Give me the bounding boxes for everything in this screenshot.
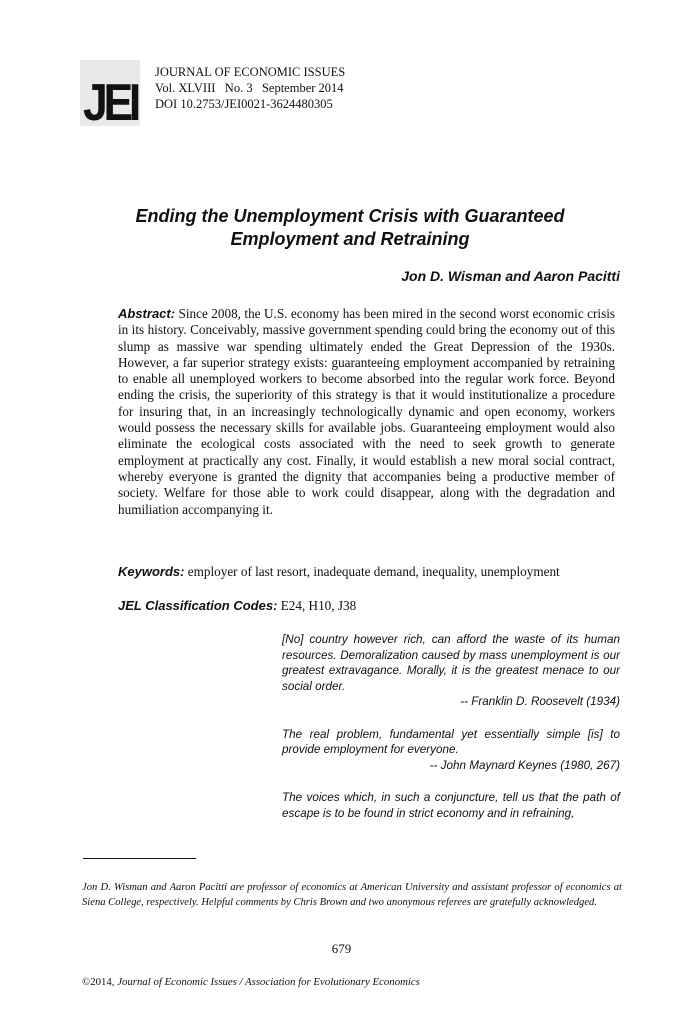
copyright-line bbox=[82, 976, 420, 988]
epigraph-text: The real problem, fundamental yet essentially simple [is] to provide employment for everyone. bbox=[282, 727, 620, 756]
author-footnote: Jon D. Wisman and Aaron Pacitti are professor of economics at American University and assistant professor of economics at Siena College, respectively. Helpful comments by Chris Brown and two anonymous referees are gratefully acknowledged. bbox=[82, 882, 622, 908]
title-line-1: Ending the Unemployment Crisis with Guaranteed bbox=[135, 206, 565, 226]
doi: DOI 10.2753/JEI0021-3624480305 bbox=[155, 97, 333, 111]
epigraph-text: The voices which, in such a conjuncture, tell us that the path of escape is to be found in strict economy and in refraining, bbox=[282, 791, 620, 820]
epigraph-attribution: -- Franklin D. Roosevelt (1934) bbox=[460, 695, 620, 708]
jel-codes bbox=[118, 598, 618, 614]
jei-logo bbox=[80, 60, 140, 126]
journal-name: JOURNAL OF ECONOMIC ISSUES bbox=[155, 65, 346, 79]
keywords bbox=[118, 564, 618, 580]
keywords-label: Keywords: bbox=[118, 564, 185, 579]
jel-text: E24, H10, J38 bbox=[277, 598, 357, 613]
svg-text:JEI: JEI bbox=[83, 74, 139, 126]
page-number: 679 bbox=[331, 941, 352, 956]
jel-label: JEL Classification Codes: bbox=[118, 598, 278, 613]
title-line-2: Employment and Retraining bbox=[230, 229, 470, 249]
epigraph bbox=[282, 632, 620, 710]
copyright-text: Journal of Economic Issues / Association for Evolutionary Economics bbox=[117, 976, 420, 988]
epigraph bbox=[282, 727, 620, 774]
article-authors: Jon D. Wisman and Aaron Pacitti bbox=[401, 268, 620, 284]
abstract-label: Abstract: bbox=[118, 306, 176, 321]
article-title bbox=[100, 205, 600, 251]
epigraph-attribution: -- John Maynard Keynes (1980, 267) bbox=[429, 758, 620, 772]
keywords-text: employer of last resort, inadequate demand, inequality, unemployment bbox=[184, 564, 560, 579]
volume-info: Vol. XLVIII No. 3 September 2014 bbox=[155, 81, 344, 95]
abstract-text: Since 2008, the U.S. economy has been mired in the second worst economic crisis in its history. Conceivably, massive government spending could bring the economy out of this slump as massive war spending ultimately ended the Great Depression of the 1930s. However, a far superior strategy exists: guaranteeing employment accompanied by retraining to enable all unemployed workers to become absorbed into the regular work force. Beyond ending the crisis, the superiority of this strategy is that it would institutionalize a procedure for insuring that, in an increasingly technologically dynamic and open economy, workers would possess the necessary skills for available jobs. Guaranteeing employment would also eliminate the ecological costs associated with the need to seek growth to generate employment at practically any cost. Finally, it would establish a new moral social contract, whereby everyone is granted the dignity that accompanies being a productive member of society. Welfare for those able to work could disappear, along with the degradation and humiliation accompanying it. bbox=[118, 306, 615, 517]
copyright-prefix: ©2014, bbox=[82, 976, 118, 988]
abstract bbox=[118, 306, 615, 518]
journal-masthead bbox=[155, 64, 345, 112]
epigraph-text: [No] country however rich, can afford the waste of its human resources. Demoralization caused by mass unemployment is our greatest extravagance. Morally, it is the greatest menace to our social order. bbox=[282, 633, 620, 693]
epigraphs bbox=[282, 632, 620, 838]
epigraph bbox=[282, 790, 620, 821]
footnote-divider bbox=[83, 858, 196, 859]
